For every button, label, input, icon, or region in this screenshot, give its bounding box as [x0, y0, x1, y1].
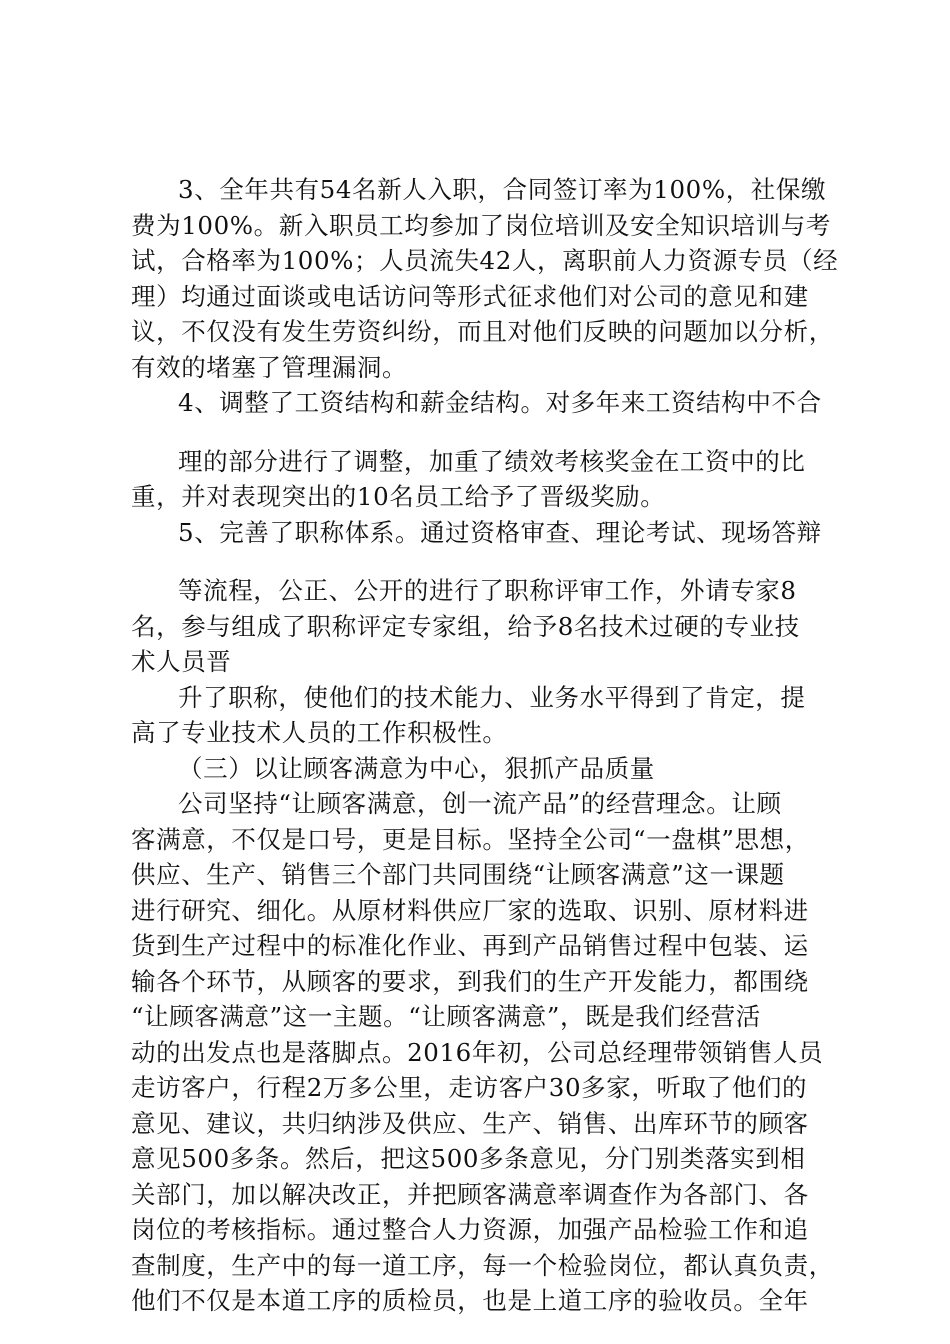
paragraph-line: 岗位的考核指标。通过整合人力资源，加强产品检验工作和追 — [131, 1215, 809, 1244]
paragraph-line: 输各个环节，从顾客的要求，到我们的生产开发能力，都围绕 — [131, 967, 809, 996]
paragraph-line: 4、调整了工资结构和薪金结构。对多年来工资结构中不合 — [178, 388, 822, 417]
paragraph-line: 重，并对表现突出的10名员工给予了晋级奖励。 — [131, 482, 666, 511]
paragraph-line: 查制度，生产中的每一道工序，每一个检验岗位，都认真负责， — [131, 1251, 834, 1280]
paragraph-line: 进行研究、细化。从原材料供应厂家的选取、识别、原材料进 — [131, 896, 809, 925]
paragraph-line: 升了职称，使他们的技术能力、业务水平得到了肯定，提 — [178, 683, 806, 712]
paragraph-line: 货到生产过程中的标准化作业、再到产品销售过程中包装、运 — [131, 931, 809, 960]
paragraph-line: 等流程，公正、公开的进行了职称评审工作，外请专家8 — [178, 576, 797, 605]
paragraph-line: 费为100%。新入职员工均参加了岗位培训及安全知识培训与考 — [131, 211, 831, 240]
paragraph-line: 术人员晋 — [131, 647, 232, 676]
paragraph-line: 意见500多条。然后，把这500多条意见，分门别类落实到相 — [131, 1144, 806, 1173]
paragraph-line: 供应、生产、销售三个部门共同围绕“让顾客满意”这一课题 — [131, 860, 785, 889]
paragraph-line: 3、全年共有54名新人入职，合同签订率为100%，社保缴 — [178, 175, 827, 204]
section-heading: （三）以让顾客满意为中心，狠抓产品质量 — [178, 754, 655, 783]
paragraph-line: “让顾客满意”这一主题。“让顾客满意”，既是我们经营活 — [131, 1002, 761, 1031]
paragraph-line: 动的出发点也是落脚点。2016年初，公司总经理带领销售人员 — [131, 1038, 824, 1067]
paragraph-line: 高了专业技术人员的工作积极性。 — [131, 718, 508, 747]
paragraph-line: 客满意，不仅是口号，更是目标。坚持全公司“一盘棋”思想， — [131, 825, 810, 854]
paragraph-line: 理）均通过面谈或电话访问等形式征求他们对公司的意见和建 — [131, 282, 809, 311]
paragraph-line: 试，合格率为100%；人员流失42人，离职前人力资源专员（经 — [131, 246, 839, 275]
paragraph-line: 他们不仅是本道工序的质检员，也是上道工序的验收员。全年 — [131, 1286, 809, 1315]
paragraph-line: 议，不仅没有发生劳资纠纷，而且对他们反映的问题加以分析， — [131, 317, 834, 346]
paragraph-line: 名，参与组成了职称评定专家组，给予8名技术过硬的专业技 — [131, 612, 800, 641]
paragraph-line: 意见、建议，共归纳涉及供应、生产、销售、出库环节的顾客 — [131, 1109, 809, 1138]
paragraph-line: 理的部分进行了调整，加重了绩效考核奖金在工资中的比 — [178, 447, 806, 476]
paragraph-line: 走访客户，行程2万多公里，走访客户30多家，听取了他们的 — [131, 1073, 808, 1102]
paragraph-line: 公司坚持“让顾客满意，创一流产品”的经营理念。让顾 — [178, 789, 782, 818]
paragraph-line: 5、完善了职称体系。通过资格审查、理论考试、现场答辩 — [178, 518, 822, 547]
paragraph-line: 有效的堵塞了管理漏洞。 — [131, 353, 408, 382]
paragraph-line: 关部门，加以解决改正，并把顾客满意率调查作为各部门、各 — [131, 1180, 809, 1209]
